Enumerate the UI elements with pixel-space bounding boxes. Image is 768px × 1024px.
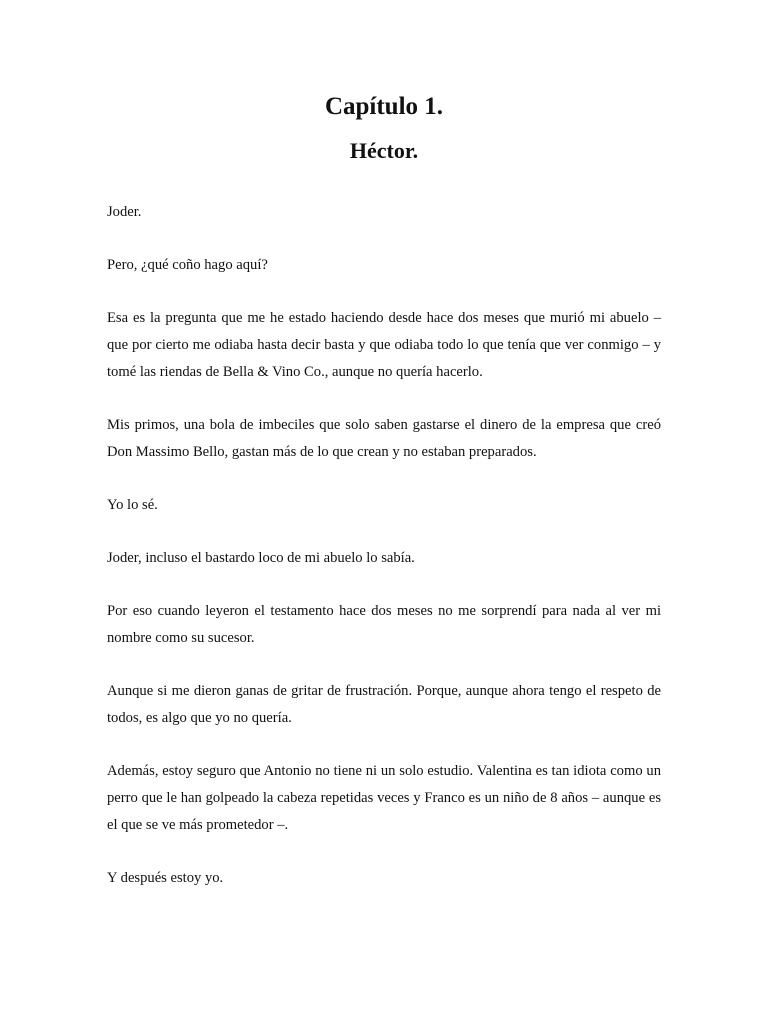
paragraph: Aunque si me dieron ganas de gritar de frustración. Porque, aunque ahora tengo el respeto de todos, es algo que yo no quería. — [107, 683, 661, 726]
paragraph: Pero, ¿qué coño hago aquí? — [107, 257, 268, 273]
paragraph: Mis primos, una bola de imbeciles que solo saben gastarse el dinero de la empresa que creó Don Massimo Bello, gastan más de lo que crean y no estaban preparados. — [107, 417, 661, 460]
paragraph: Joder. — [107, 204, 142, 220]
paragraph: Joder, incluso el bastardo loco de mi abuelo lo sabía. — [107, 550, 415, 566]
paragraph: Además, estoy seguro que Antonio no tiene ni un solo estudio. Valentina es tan idiota como un perro que le han golpeado la cabeza repetidas veces y Franco es un niño de 8 años – aunque es el que se ve más prometedor –. — [107, 763, 661, 833]
paragraph: Y después estoy yo. — [107, 870, 224, 886]
paragraph: Por eso cuando leyeron el testamento hace dos meses no me sorprendí para nada al ver mi nombre como su sucesor. — [107, 603, 661, 646]
chapter-body — [107, 199, 661, 918]
paragraph: Yo lo sé. — [107, 497, 158, 513]
chapter-subtitle: Héctor. — [349, 138, 419, 163]
paragraph: Esa es la pregunta que me he estado haciendo desde hace dos meses que murió mi abuelo – que por cierto me odiaba hasta decir basta y que odiaba todo lo que tenía que ver conmigo – y tomé las riendas de Bella & Vino Co., aunque no quería hacerlo. — [107, 310, 661, 380]
chapter-title: Capítulo 1. — [324, 93, 444, 120]
